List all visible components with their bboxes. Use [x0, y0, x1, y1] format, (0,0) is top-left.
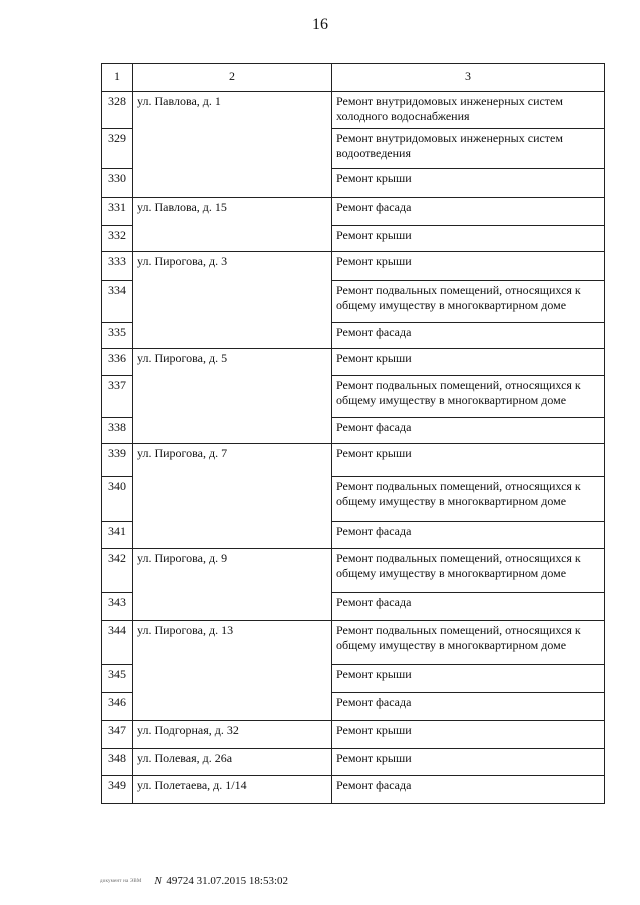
work-type-cell: Ремонт подвальных помещений, относящихся к общему имуществу в многоквартирном доме: [332, 621, 605, 665]
work-type-cell: Ремонт крыши: [332, 721, 605, 749]
address-cell: ул. Полетаева, д. 1/14: [133, 776, 332, 804]
row-number: 348: [102, 749, 133, 776]
footer-stamp: документ на ЭВМ: [100, 878, 142, 884]
work-type-cell: Ремонт фасада: [332, 198, 605, 226]
work-type-cell: Ремонт крыши: [332, 444, 605, 477]
address-cell: ул. Пирогова, д. 3: [133, 252, 332, 349]
table-row: [102, 92, 605, 129]
work-type-cell: Ремонт подвальных помещений, относящихся к общему имуществу в многоквартирном доме: [332, 376, 605, 418]
row-number: 338: [102, 418, 133, 444]
document-footer: [100, 875, 460, 887]
row-number: 344: [102, 621, 133, 665]
work-type-cell: Ремонт фасада: [332, 522, 605, 549]
work-type-cell: Ремонт подвальных помещений, относящихся к общему имуществу в многоквартирном доме: [332, 281, 605, 323]
header-col-3: 3: [332, 64, 605, 92]
row-number: 343: [102, 593, 133, 621]
table-row: [102, 749, 605, 776]
work-type-cell: Ремонт фасада: [332, 593, 605, 621]
footer-doc-info: 49724 31.07.2015 18:53:02: [166, 875, 289, 887]
row-number: 339: [102, 444, 133, 477]
address-cell: ул. Пирогова, д. 9: [133, 549, 332, 621]
row-number: 334: [102, 281, 133, 323]
repair-table: [101, 63, 605, 804]
work-type-cell: Ремонт крыши: [332, 252, 605, 281]
row-number: 328: [102, 92, 133, 129]
address-cell: ул. Пирогова, д. 13: [133, 621, 332, 721]
work-type-cell: Ремонт крыши: [332, 665, 605, 693]
header-col-2: 2: [133, 64, 332, 92]
address-cell: ул. Подгорная, д. 32: [133, 721, 332, 749]
row-number: 330: [102, 169, 133, 198]
table-header-row: [102, 64, 605, 92]
row-number: 346: [102, 693, 133, 721]
work-type-cell: Ремонт внутридомовых инженерных систем холодного водоснабжения: [332, 92, 605, 129]
work-type-cell: Ремонт фасада: [332, 776, 605, 804]
table-row: [102, 198, 605, 226]
footer-number-symbol: N: [154, 875, 162, 887]
row-number: 332: [102, 226, 133, 252]
work-type-cell: Ремонт подвальных помещений, относящихся к общему имуществу в многоквартирном доме: [332, 549, 605, 593]
header-col-1: 1: [102, 64, 133, 92]
table-row: [102, 349, 605, 376]
table-row: [102, 549, 605, 593]
work-type-cell: Ремонт крыши: [332, 749, 605, 776]
work-type-cell: Ремонт внутридомовых инженерных систем водоотведения: [332, 129, 605, 169]
work-type-cell: Ремонт крыши: [332, 226, 605, 252]
work-type-cell: Ремонт крыши: [332, 349, 605, 376]
work-type-cell: Ремонт фасада: [332, 418, 605, 444]
work-type-cell: Ремонт крыши: [332, 169, 605, 198]
table-row: [102, 621, 605, 665]
address-cell: ул. Пирогова, д. 7: [133, 444, 332, 549]
row-number: 345: [102, 665, 133, 693]
address-cell: ул. Павлова, д. 1: [133, 92, 332, 198]
address-cell: ул. Павлова, д. 15: [133, 198, 332, 252]
row-number: 341: [102, 522, 133, 549]
row-number: 333: [102, 252, 133, 281]
address-cell: ул. Полевая, д. 26а: [133, 749, 332, 776]
row-number: 335: [102, 323, 133, 349]
work-type-cell: Ремонт фасада: [332, 323, 605, 349]
row-number: 336: [102, 349, 133, 376]
page-number: 16: [312, 16, 328, 33]
table-row: [102, 776, 605, 804]
row-number: 337: [102, 376, 133, 418]
row-number: 342: [102, 549, 133, 593]
row-number: 349: [102, 776, 133, 804]
row-number: 329: [102, 129, 133, 169]
work-type-cell: Ремонт фасада: [332, 693, 605, 721]
table-row: [102, 444, 605, 477]
row-number: 331: [102, 198, 133, 226]
work-type-cell: Ремонт подвальных помещений, относящихся к общему имуществу в многоквартирном доме: [332, 477, 605, 522]
row-number: 347: [102, 721, 133, 749]
row-number: 340: [102, 477, 133, 522]
address-cell: ул. Пирогова, д. 5: [133, 349, 332, 444]
table-row: [102, 252, 605, 281]
table-row: [102, 721, 605, 749]
